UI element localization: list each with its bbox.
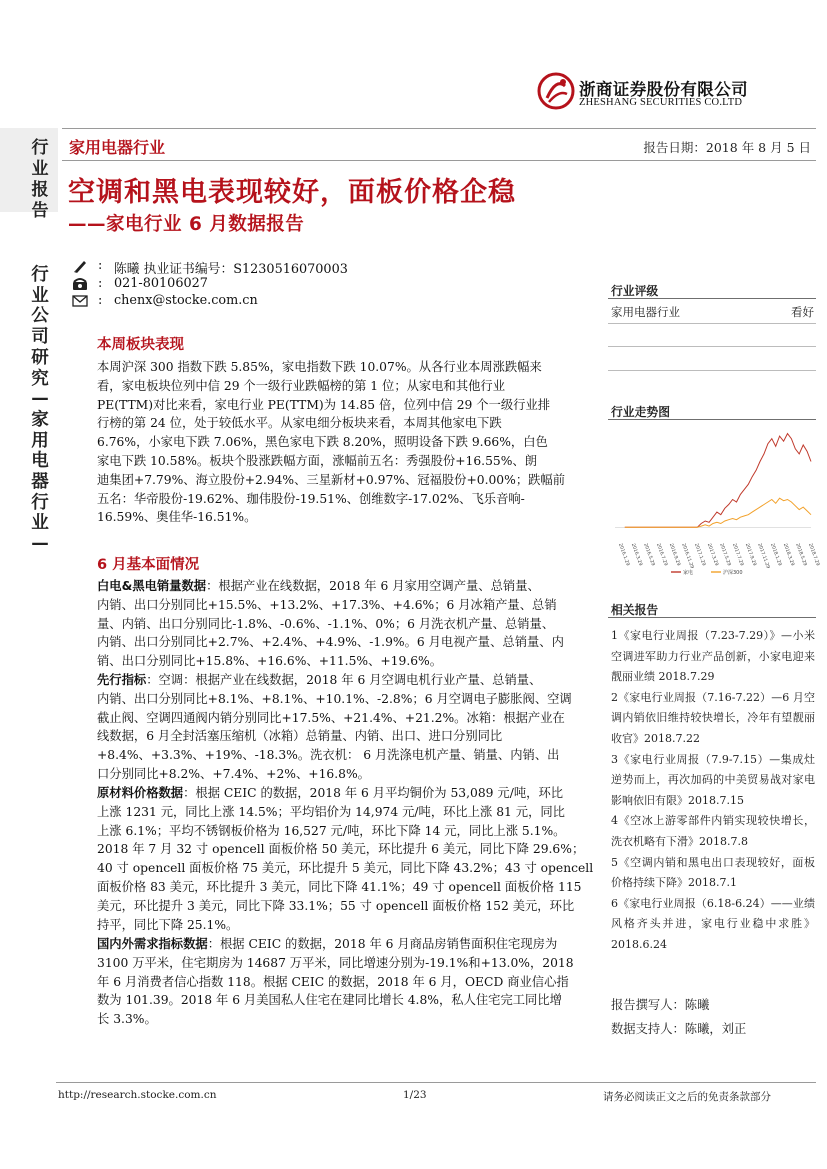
text-line: 家电下跌 10.58%。板块个股涨跌幅方面，涨幅前五名：秀强股份+16.55%、朗 — [97, 453, 538, 468]
footer-divider — [56, 1082, 816, 1083]
text-line: 面板价格 83 美元，环比提升 3 美元，同比下降 41.1%；49 寸 opencell 面板价格 115 — [97, 879, 582, 894]
text-line: 五名：华帝股份-19.62%、珈伟股份-19.51%、创维数字-17.02%、飞乐音响- — [97, 491, 525, 506]
legend-label-2: 沪深300 — [723, 570, 743, 576]
rating-divider-4 — [608, 370, 816, 371]
x-tick-label: 2017.9.29 — [743, 542, 757, 567]
company-logo-icon — [537, 72, 575, 110]
related-report-4[interactable]: 4《空冰上游零部件内销实现较快增长，洗衣机略有下滑》2018.7.8 — [611, 814, 815, 848]
x-tick-label: 2018.5.29 — [794, 542, 808, 567]
page-subtitle: ——家电行业 6 月数据报告 — [68, 214, 305, 235]
x-tick-label: 2017.7.29 — [731, 542, 744, 567]
page-title: 空调和黑电表现较好，面板价格企稳 — [68, 177, 516, 208]
legend-label-1: 家电 — [683, 570, 694, 576]
text-line: 截止阀、空调四通阀内销分别同比+17.5%、+21.4%、+21.2%。冰箱：根据产业在 — [97, 710, 565, 725]
x-tick-label: 2018.7.29 — [807, 542, 820, 567]
text-line: 口分别同比+8.2%、+7.4%、+2%、+16.8%。 — [97, 766, 370, 781]
text-line: 6.76%，小家电下跌 7.06%，黑色家电下跌 8.20%，照明设备下跌 9.66%，白色 — [97, 435, 548, 450]
x-tick-label: 2017.1.29 — [693, 542, 706, 567]
text-line: 美元，环比提升 3 美元，同比下降 33.1%；55 寸 opencell 面板价格 152 美元，环比 — [97, 898, 575, 913]
paragraph-weekly — [97, 358, 593, 527]
text-line: ：根据 CEIC 的数据，2018 年 6 月平均铜价为 53,089 元/吨，环比 — [183, 786, 564, 800]
x-tick-label: 2016.9.29 — [667, 542, 681, 567]
x-tick-label: 2017.3.29 — [705, 542, 719, 567]
text-line: 上涨 1231 元，同比上涨 14.5%；平均铝价为 14,974 元/吨，环比上涨 81 元，同比 — [97, 804, 565, 819]
header-divider-2 — [62, 160, 816, 161]
paragraph-leading — [97, 671, 593, 784]
report-writer: 报告撰写人：陈曦 — [611, 998, 710, 1012]
company-name-cn: 浙商证券股份有限公司 — [579, 80, 748, 99]
writers-block — [611, 993, 746, 1041]
x-tick-label: 2018.1.29 — [769, 542, 782, 567]
rating-divider-2 — [608, 323, 816, 324]
series-line-1 — [625, 434, 811, 528]
text-line: 40 寸 opencell 面板价格 75 美元，环比提升 5 美元，同比下降 43.2%；43 寸 opencell — [97, 861, 594, 876]
paragraph-materials — [97, 784, 593, 934]
data-support: 数据支持人：陈曦，刘正 — [611, 1022, 747, 1036]
rating-row — [611, 304, 814, 320]
text-line: 内销、出口分别同比+15.5%、+13.2%、+17.3%、+4.6%；6 月冰箱产量、总销 — [97, 597, 557, 612]
header-divider — [62, 128, 816, 129]
industry-label: 家用电器行业 — [69, 138, 166, 157]
x-tick-label: 2016.1.29 — [617, 542, 630, 567]
leading-label: 先行指标 — [97, 673, 147, 687]
trend-chart — [611, 418, 820, 578]
rating-title: 行业评级 — [611, 284, 659, 298]
text-line: 上涨 6.1%；平均不锈钢板价格为 16,527 元/吨，环比下降 14 元，同比上涨 5.1%。 — [97, 823, 566, 838]
rating-value: 看好 — [791, 305, 814, 319]
text-line: 16.59%、奥佳华-16.51%。 — [97, 510, 257, 525]
text-line: 看，家电板块位列中信 29 个一级行业跌幅榜的第 1 位；从家电和其他行业 — [97, 378, 506, 393]
company-name-en: ZHESHANG SECURITIES CO.LTD — [579, 97, 743, 108]
related-reports — [611, 626, 815, 956]
text-line: 迪集团+7.79%、海立股份+2.94%、三星新材+0.97%、冠福股份+0.00%；跌幅前 — [97, 472, 566, 487]
text-line: +8.4%、+3.3%、+19%、-18.3%。洗衣机： 6 月洗涤电机产量、销量、内销、出 — [97, 748, 560, 763]
text-line: 年 6 月消费者信心指数 118。根据 CEIC 的数据，2018 年 6 月，OECD 商业信心指 — [97, 974, 569, 989]
x-tick-label: 2017.11.29 — [756, 542, 771, 570]
x-tick-label: 2017.5.29 — [718, 542, 732, 567]
rating-divider-3 — [608, 346, 816, 347]
text-line: 线数据，6 月全封活塞压缩机（冰箱）总销量、内销、出口、进口分别同比 — [97, 729, 503, 744]
report-type-label: 行业报告 — [31, 138, 49, 221]
x-tick-label: 2016.5.29 — [642, 542, 656, 567]
rating-divider — [608, 298, 816, 299]
text-line: 2018 年 7 月 32 寸 opencell 面板价格 50 美元，环比提升 6 美元，同比下降 29.6%； — [97, 842, 585, 857]
section-june-fundamentals: 6 月基本面情况 — [97, 557, 200, 573]
related-report-6[interactable]: 6《家电行业周报（6.18-6.24）——业绩风格齐头并进，家电行业稳中求胜》2018.6.24 — [611, 896, 815, 951]
text-line: 本周沪深 300 指数下跌 5.85%，家电指数下跌 10.07%。从各行业本周涨跌幅来 — [97, 360, 542, 374]
mail-icon — [72, 294, 88, 308]
page-number: 1/23 — [403, 1089, 427, 1101]
text-line: ：根据产业在线数据，2018 年 6 月家用空调产量、总销量、 — [206, 579, 540, 593]
text-line: ：根据 CEIC 的数据，2018 年 6 月商品房销售面积住宅现房为 — [207, 937, 558, 951]
section-vertical-label: 行业公司研究—家用电器行业— — [31, 265, 49, 555]
text-line: 内销、出口分别同比+2.7%、+2.4%、+4.9%、-1.9%。6 月电视产量、总销量、内 — [97, 635, 564, 650]
text-line: 内销、出口分别同比+8.1%、+8.1%、+10.1%、-2.8%；6 月空调电子膨胀阀、空调 — [97, 691, 572, 706]
text-line: PE(TTM)对比来看，家电行业 PE(TTM)为 14.85 倍，位列中信 29 个一级行业排 — [97, 397, 551, 412]
footer-url[interactable]: http://research.stocke.com.cn — [58, 1089, 217, 1101]
related-report-2[interactable]: 2《家电行业周报（7.16-7.22）—6 月空调内销依旧维持较快增长，冷年有望靓丽收官》2018.7.22 — [611, 690, 815, 745]
demand-label: 国内外需求指标数据 — [97, 937, 208, 951]
paragraph-demand — [97, 935, 593, 1029]
related-divider — [608, 617, 816, 618]
company-logo — [537, 72, 772, 112]
author-phone: 021-80106027 — [114, 275, 208, 291]
phone-icon — [72, 277, 88, 291]
report-type-tab — [0, 128, 58, 221]
text-line: 数为 101.39。2018 年 6 月美国私人住宅在建同比增长 4.8%，私人住宅完工同比增 — [97, 993, 562, 1008]
x-tick-label: 2016.11.29 — [680, 542, 695, 570]
section-weekly-performance: 本周板块表现 — [97, 337, 184, 353]
text-line: 销、出口分别同比+15.8%、+16.6%、+11.5%、+19.6%。 — [97, 654, 443, 669]
related-report-1[interactable]: 1《家电行业周报（7.23-7.29）》—小米空调进军助力行业产品创新，小家电迎来靓丽业绩 2018.7.29 — [611, 629, 815, 684]
author-email[interactable]: chenx@stocke.com.cn — [114, 293, 258, 308]
x-tick-label: 2018.3.29 — [781, 542, 795, 567]
pen-icon — [72, 259, 88, 273]
text-line: 持平，同比下降 25.1%。 — [97, 917, 239, 932]
materials-label: 原材料价格数据 — [97, 786, 184, 800]
text-line: 3100 万平米，住宅期房为 14687 万平米，同比增速分别为-19.1%和+13.0%，2018 — [97, 955, 574, 970]
text-line: 行榜的第 24 位，处于较低水平。从家电细分板块来看，本周其他家电下跌 — [97, 416, 502, 431]
trend-title: 行业走势图 — [611, 405, 670, 419]
report-date: 报告日期：2018 年 8 月 5 日 — [643, 140, 811, 155]
paragraph-sales — [97, 577, 593, 671]
text-line: 长 3.3%。 — [97, 1012, 157, 1027]
text-line: ：空调：根据产业在线数据，2018 年 6 月空调电机行业产量、总销量、 — [146, 673, 542, 687]
x-tick-label: 2016.7.29 — [655, 542, 668, 567]
author-name: 陈曦 执业证书编号：S1230516070003 — [114, 262, 348, 277]
related-report-5[interactable]: 5《空调内销和黑电出口表现较好，面板价格持续下降》2018.7.1 — [611, 855, 815, 890]
x-tick-label: 2016.3.29 — [629, 542, 643, 567]
rating-industry: 家用电器行业 — [611, 305, 680, 319]
related-title: 相关报告 — [611, 603, 659, 617]
text-line: 量、内销、出口分别同比-1.8%、-0.6%、-1.1%、0%；6 月洗衣机产量、总销量、 — [97, 616, 555, 631]
footer-disclaimer: 请务必阅读正文之后的免责条款部分 — [603, 1091, 771, 1103]
sales-label: 白电&黑电销量数据 — [97, 579, 207, 593]
related-report-3[interactable]: 3《家电行业周报（7.9-7.15）—集成灶逆势而上，再次加码的中美贸易战对家电影响依旧有限》2018.7.15 — [611, 752, 815, 807]
